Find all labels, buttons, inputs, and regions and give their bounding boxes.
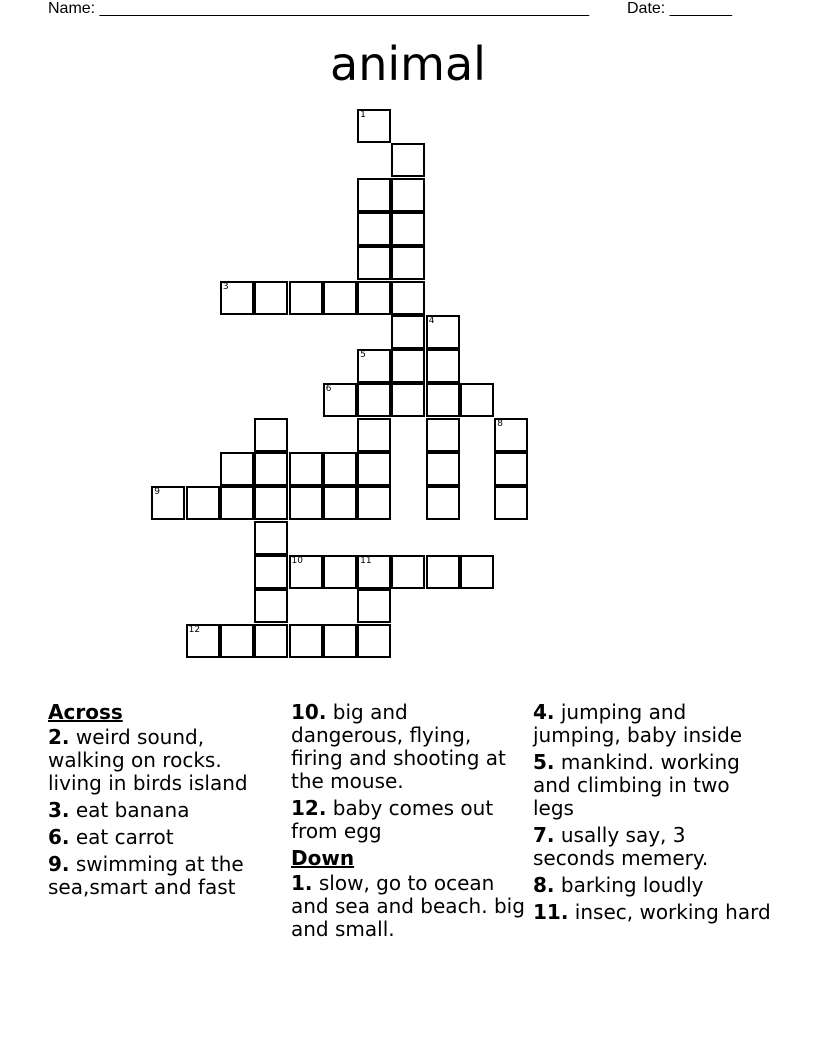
clue-number: 1. bbox=[291, 871, 313, 895]
grid-cell[interactable] bbox=[357, 178, 391, 212]
grid-cell[interactable] bbox=[220, 281, 254, 315]
grid-cell[interactable] bbox=[391, 143, 425, 177]
clue-text: baby comes out from egg bbox=[291, 796, 494, 843]
clue bbox=[533, 751, 773, 820]
clue-text: barking loudly bbox=[560, 873, 704, 897]
grid-cell[interactable] bbox=[254, 281, 288, 315]
grid-cell[interactable] bbox=[357, 383, 391, 417]
puzzle-title: animal bbox=[330, 37, 486, 91]
grid-cell[interactable] bbox=[426, 418, 460, 452]
clue bbox=[48, 726, 273, 795]
clue-text: weird sound, walking on rocks. living in birds island bbox=[48, 725, 248, 795]
grid-cell[interactable] bbox=[391, 555, 425, 589]
clue-number: 9. bbox=[48, 852, 70, 876]
clue-text: insec, working hard bbox=[574, 900, 771, 924]
grid-cell[interactable] bbox=[391, 349, 425, 383]
grid-cell[interactable] bbox=[323, 281, 357, 315]
grid-cell[interactable] bbox=[494, 418, 528, 452]
clue-number: 4. bbox=[533, 700, 555, 724]
clue-text: big and dangerous, flying, firing and shooting at the mouse. bbox=[291, 700, 506, 793]
grid-cell[interactable] bbox=[254, 418, 288, 452]
clue-text: eat carrot bbox=[75, 825, 174, 849]
grid-cell[interactable] bbox=[254, 589, 288, 623]
clue-text: eat banana bbox=[75, 798, 190, 822]
clue-number: 8. bbox=[533, 873, 555, 897]
clue-number-label: 5 bbox=[360, 350, 366, 361]
clues-column-2 bbox=[291, 701, 526, 945]
clue-number-label: 4 bbox=[428, 315, 435, 326]
clue-number: 12. bbox=[291, 796, 327, 820]
clue-number-label: 3 bbox=[222, 281, 229, 292]
grid-cell[interactable] bbox=[254, 452, 288, 486]
grid-cell[interactable] bbox=[289, 555, 323, 589]
clue-text: usally say, 3 seconds memery. bbox=[533, 823, 709, 870]
clue-number-label: 9 bbox=[154, 487, 161, 498]
grid-cell[interactable] bbox=[220, 624, 254, 658]
clue-text: swimming at the sea,smart and fast bbox=[48, 852, 244, 899]
clue bbox=[533, 874, 773, 897]
clue-number: 11. bbox=[533, 900, 569, 924]
grid-cell[interactable] bbox=[460, 555, 494, 589]
grid-cell[interactable] bbox=[426, 486, 460, 520]
clue-number-label: 6 bbox=[325, 384, 332, 395]
grid-cell[interactable] bbox=[357, 418, 391, 452]
grid-cell[interactable] bbox=[391, 281, 425, 315]
grid-cell[interactable] bbox=[220, 486, 254, 520]
grid-cell[interactable] bbox=[357, 589, 391, 623]
grid-cell[interactable] bbox=[323, 383, 357, 417]
grid-cell[interactable] bbox=[357, 555, 391, 589]
clue-number: 2. bbox=[48, 725, 70, 749]
clue-number-label: 11 bbox=[360, 555, 372, 566]
date-field-label: Date: _______ bbox=[627, 0, 732, 17]
grid-cell[interactable] bbox=[357, 452, 391, 486]
grid-cell[interactable] bbox=[254, 624, 288, 658]
grid-cell[interactable] bbox=[254, 555, 288, 589]
clue-number-label: 12 bbox=[188, 624, 201, 635]
grid-cell[interactable] bbox=[391, 246, 425, 280]
grid-cell[interactable] bbox=[289, 486, 323, 520]
grid-cell[interactable] bbox=[426, 452, 460, 486]
grid-cell[interactable] bbox=[357, 246, 391, 280]
clue bbox=[291, 872, 526, 941]
grid-cell[interactable] bbox=[391, 315, 425, 349]
grid-cell[interactable] bbox=[289, 624, 323, 658]
clue-number: 7. bbox=[533, 823, 555, 847]
clue-number-label: 8 bbox=[497, 418, 504, 429]
grid-cell[interactable] bbox=[357, 624, 391, 658]
grid-cell[interactable] bbox=[426, 555, 460, 589]
across-heading: Across bbox=[48, 700, 123, 724]
clue-number: 6. bbox=[48, 825, 70, 849]
clue bbox=[48, 853, 273, 899]
clue bbox=[533, 901, 773, 924]
grid-cell[interactable] bbox=[323, 555, 357, 589]
grid-cell[interactable] bbox=[220, 452, 254, 486]
grid-cell[interactable] bbox=[494, 486, 528, 520]
grid-cell[interactable] bbox=[151, 486, 185, 520]
grid-cell[interactable] bbox=[426, 349, 460, 383]
grid-cell[interactable] bbox=[186, 624, 220, 658]
grid-cell[interactable] bbox=[323, 452, 357, 486]
grid-cell[interactable] bbox=[357, 486, 391, 520]
grid-cell[interactable] bbox=[357, 281, 391, 315]
grid-cell[interactable] bbox=[391, 212, 425, 246]
grid-cell[interactable] bbox=[426, 315, 460, 349]
clue-number-label: 1 bbox=[360, 110, 366, 120]
clue-number: 3. bbox=[48, 798, 70, 822]
name-field-label: Name: _______________________________________________________ bbox=[48, 0, 589, 17]
clues-column-3 bbox=[533, 701, 773, 928]
clue bbox=[291, 701, 526, 793]
grid-cell[interactable] bbox=[426, 383, 460, 417]
grid-cell[interactable] bbox=[323, 624, 357, 658]
grid-cell[interactable] bbox=[289, 281, 323, 315]
clues-column-1 bbox=[48, 701, 273, 903]
clue-number-label: 10 bbox=[291, 555, 303, 566]
grid-cell[interactable] bbox=[254, 486, 288, 520]
grid-cell[interactable] bbox=[357, 212, 391, 246]
grid-cell[interactable] bbox=[323, 486, 357, 520]
clue bbox=[533, 824, 773, 870]
grid-cell[interactable] bbox=[460, 383, 494, 417]
down-heading: Down bbox=[291, 846, 355, 870]
clue bbox=[533, 701, 773, 747]
clue-text: mankind. working and climbing in two legs bbox=[533, 750, 740, 820]
grid-cell[interactable] bbox=[494, 452, 528, 486]
clue bbox=[48, 799, 273, 822]
grid-cell[interactable] bbox=[391, 178, 425, 212]
clue-text: slow, go to ocean and sea and beach. big and small. bbox=[291, 871, 525, 941]
clue bbox=[291, 797, 526, 843]
clue-number: 10. bbox=[291, 700, 327, 724]
grid-cell[interactable] bbox=[357, 109, 391, 143]
clue-number: 5. bbox=[533, 750, 555, 774]
grid-cell[interactable] bbox=[357, 349, 391, 383]
grid-cell[interactable] bbox=[186, 486, 220, 520]
clue-text: jumping and jumping, baby inside bbox=[533, 700, 743, 747]
clue bbox=[48, 826, 273, 849]
grid-cell[interactable] bbox=[254, 521, 288, 555]
grid-cell[interactable] bbox=[289, 452, 323, 486]
grid-cell[interactable] bbox=[391, 383, 425, 417]
